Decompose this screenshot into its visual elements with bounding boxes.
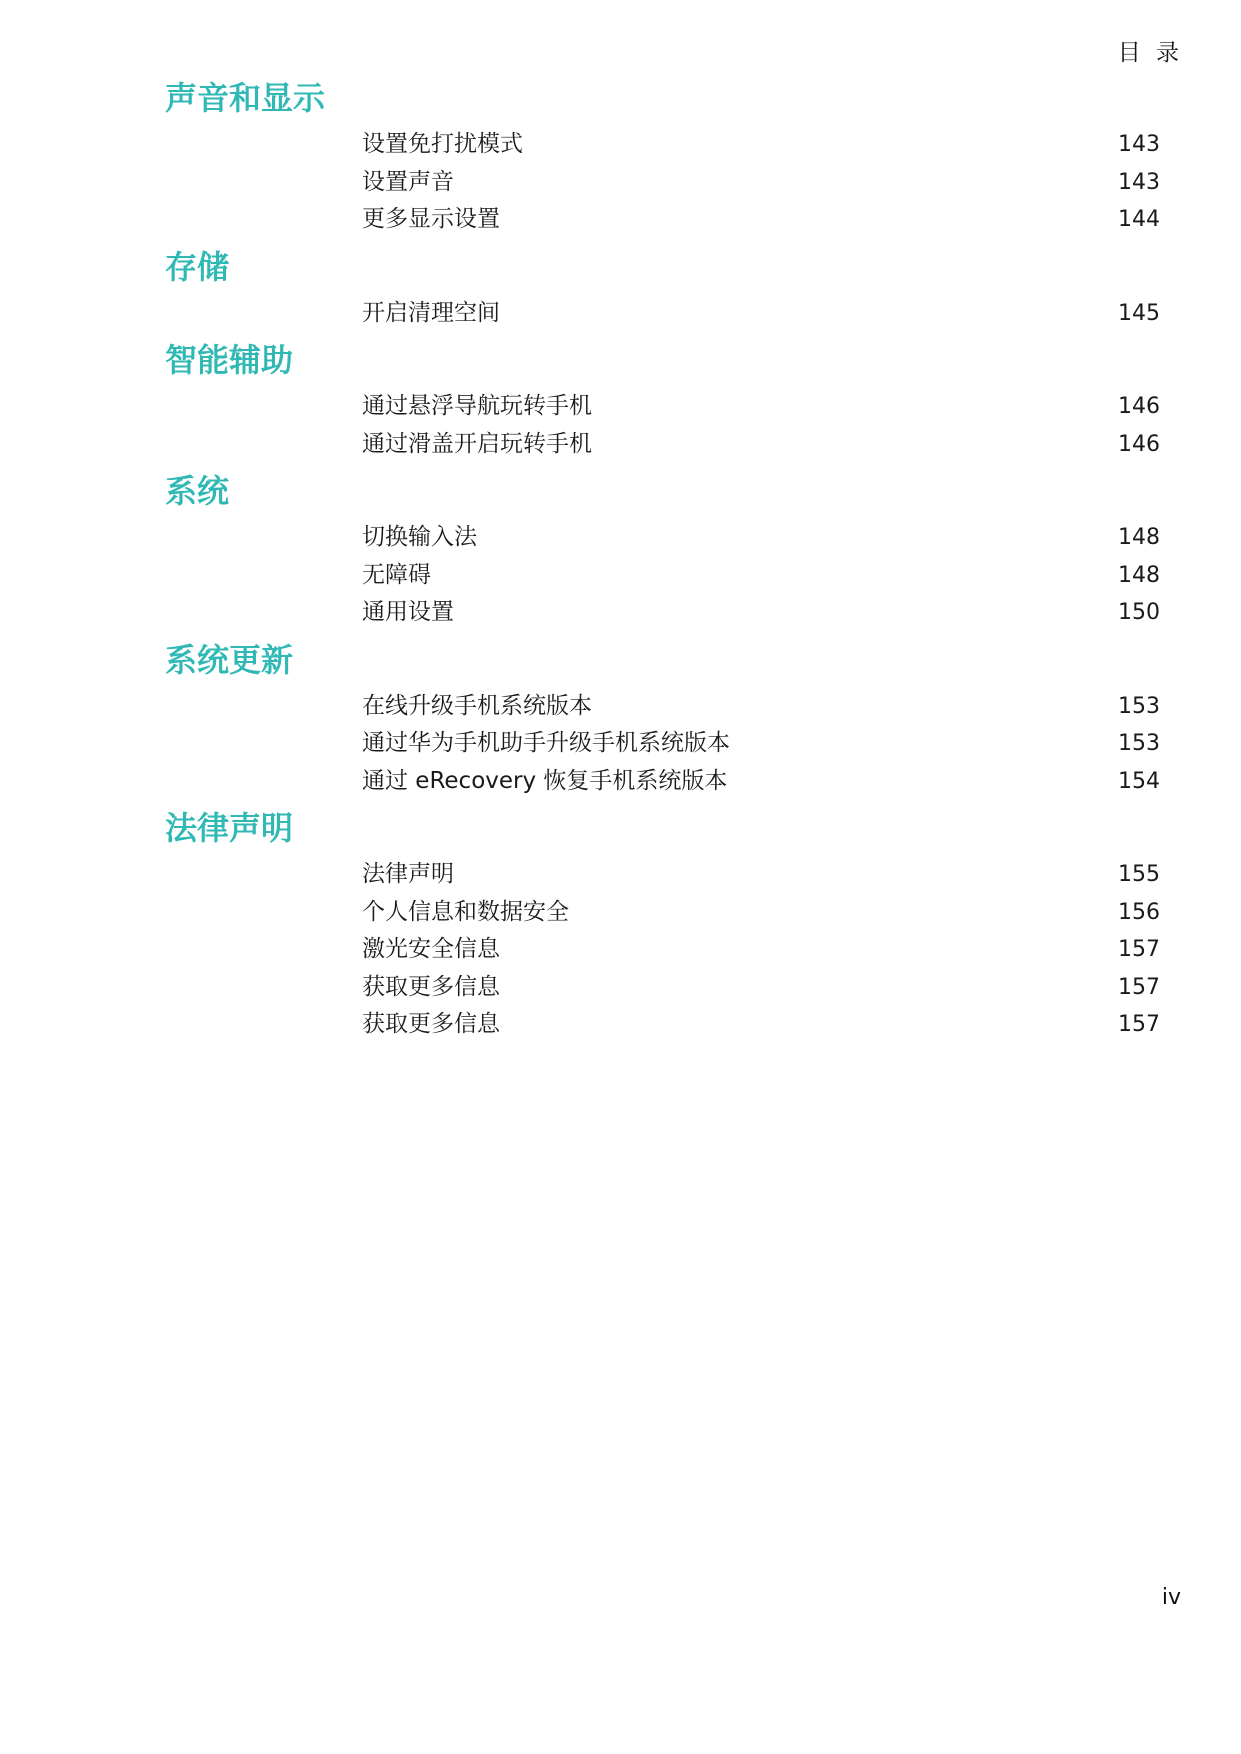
entry-page-number: 148 xyxy=(1118,562,1160,588)
entry-page-number: 157 xyxy=(1118,937,1160,962)
toc-section-legal xyxy=(0,806,1241,1044)
entry-page-number: 150 xyxy=(1118,600,1160,625)
entry-page-number: 148 xyxy=(1118,525,1160,550)
entry-label: 设置声音 xyxy=(362,168,454,195)
toc-entry[interactable] xyxy=(0,1006,1241,1044)
entry-label: 设置免打扰模式 xyxy=(362,131,523,157)
toc-entry[interactable] xyxy=(0,201,1241,239)
entry-label: 获取更多信息 xyxy=(362,1011,500,1037)
entry-page-number: 155 xyxy=(1118,862,1160,887)
toc-entry[interactable] xyxy=(0,519,1241,557)
toc-entry[interactable] xyxy=(0,688,1241,726)
entry-label: 在线升级手机系统版本 xyxy=(362,692,592,719)
entry-label: 无障碍 xyxy=(362,561,431,588)
entry-label: 通用设置 xyxy=(362,599,454,625)
toc-entry[interactable] xyxy=(0,725,1241,763)
entry-label: 通过滑盖开启玩转手机 xyxy=(362,430,592,457)
section-title[interactable]: 声音和显示 xyxy=(165,79,326,117)
section-title[interactable]: 法律声明 xyxy=(165,809,294,847)
toc-section-sound-display xyxy=(0,76,1241,239)
toc-entry[interactable] xyxy=(0,856,1241,894)
toc-entry[interactable] xyxy=(0,295,1241,333)
entry-page-number: 157 xyxy=(1118,1012,1160,1037)
entry-label: 通过 eRecovery 恢复手机系统版本 xyxy=(362,767,728,794)
toc-entry[interactable] xyxy=(0,894,1241,932)
entry-page-number: 153 xyxy=(1118,731,1160,756)
toc-section-system-update xyxy=(0,638,1241,801)
entry-label: 通过华为手机助手升级手机系统版本 xyxy=(362,730,730,756)
toc-entry[interactable] xyxy=(0,388,1241,426)
entry-label: 更多显示设置 xyxy=(362,206,500,232)
entry-page-number: 144 xyxy=(1118,207,1160,232)
toc-entry[interactable] xyxy=(0,164,1241,202)
entry-label: 激光安全信息 xyxy=(362,936,500,962)
entry-label: 开启清理空间 xyxy=(362,299,500,326)
entry-page-number: 145 xyxy=(1118,300,1160,326)
table-of-contents xyxy=(0,76,1241,1050)
page-header-title: 目 录 xyxy=(1117,40,1183,66)
toc-entry[interactable] xyxy=(0,594,1241,632)
entry-label: 法律声明 xyxy=(362,861,454,887)
toc-entry[interactable] xyxy=(0,557,1241,595)
footer-page-number: iv xyxy=(1161,1585,1181,1610)
entry-label: 获取更多信息 xyxy=(362,973,500,1000)
section-title[interactable]: 系统 xyxy=(165,472,230,510)
entry-label: 切换输入法 xyxy=(362,524,477,550)
toc-section-smart-assist xyxy=(0,338,1241,463)
entry-page-number: 146 xyxy=(1118,394,1160,419)
section-title[interactable]: 存储 xyxy=(165,247,230,286)
toc-entry[interactable] xyxy=(0,126,1241,164)
section-title[interactable]: 系统更新 xyxy=(165,640,294,679)
entry-label: 个人信息和数据安全 xyxy=(362,898,569,925)
toc-entry[interactable] xyxy=(0,426,1241,464)
entry-page-number: 143 xyxy=(1118,132,1160,157)
toc-entry[interactable] xyxy=(0,931,1241,969)
entry-page-number: 157 xyxy=(1118,974,1160,1000)
toc-entry[interactable] xyxy=(0,763,1241,801)
entry-page-number: 154 xyxy=(1118,768,1160,794)
toc-section-storage xyxy=(0,245,1241,333)
entry-page-number: 156 xyxy=(1118,899,1160,925)
entry-page-number: 146 xyxy=(1118,431,1160,457)
section-title[interactable]: 智能辅助 xyxy=(165,341,294,379)
toc-entry[interactable] xyxy=(0,969,1241,1007)
toc-section-system xyxy=(0,469,1241,632)
entry-page-number: 143 xyxy=(1118,169,1160,195)
entry-page-number: 153 xyxy=(1118,693,1160,719)
entry-label: 通过悬浮导航玩转手机 xyxy=(362,393,592,419)
